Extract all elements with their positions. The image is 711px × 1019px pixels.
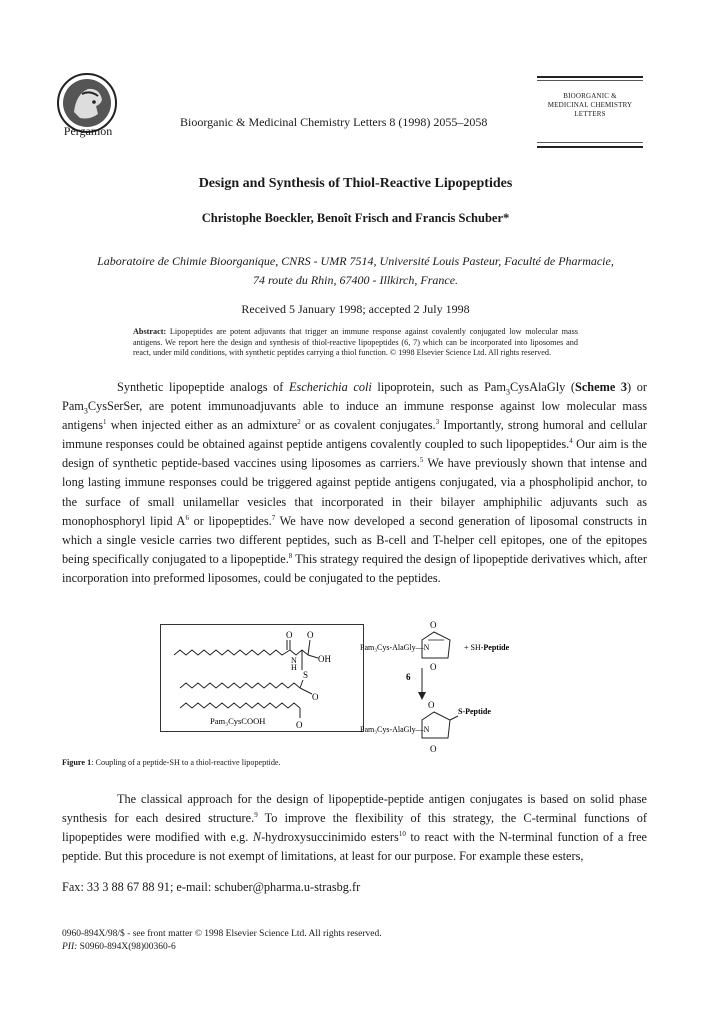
figure-reactant-label: Pam₃Cys-AlaGly—N (360, 643, 430, 652)
figure-compound-label: Pam₃CysCOOH (210, 716, 266, 726)
figure-atom-o: O (296, 720, 303, 730)
citation-ref: 7 (271, 513, 276, 522)
affiliation-line: 74 route du Rhin, 67400 - Illkirch, France. (252, 273, 459, 287)
fax-email: Fax: 33 3 88 67 88 91; e-mail: schuber@pharma.u-strasbg.fr (62, 880, 361, 894)
copyright-line: 0960-894X/98/$ - see front matter © 1998 Elsevier Science Ltd. All rights reserved. (62, 929, 382, 939)
scheme-reference: Scheme 3 (574, 380, 628, 394)
author-affiliation (40, 252, 671, 290)
citation-ref: 1 (102, 418, 107, 427)
citation-ref: 9 (254, 811, 258, 819)
figure-caption-label: Figure 1 (62, 758, 92, 767)
citation-ref: 3 (435, 418, 440, 427)
figure-atom-h: H (291, 663, 297, 672)
figure-caption-text: : Coupling of a peptide-SH to a thiol-reactive lipopeptide. (91, 758, 281, 767)
citation-ref: 10 (398, 830, 406, 839)
abstract (133, 327, 578, 359)
article-title: Design and Synthesis of Thiol-Reactive Lipopeptides (198, 176, 513, 191)
citation-ref: 5 (419, 456, 424, 465)
citation-ref: 2 (297, 418, 301, 427)
corresponding-author-contact (62, 880, 360, 895)
figure-group-oh: OH (318, 654, 331, 664)
journal-name-box (525, 92, 655, 119)
peptide-backbone (290, 650, 308, 655)
header-rule (537, 76, 643, 78)
lipid-chain-3 (180, 703, 300, 708)
journal-citation: Bioorganic & Medicinal Chemistry Letters 8 (1998) 2055–2058 (180, 115, 488, 129)
header-rule (537, 142, 643, 143)
species-name: Escherichia coli (289, 380, 372, 394)
figure-caption (62, 758, 281, 767)
lipid-chain-1 (174, 650, 290, 655)
figure-atom-n: N (291, 656, 297, 665)
article-authors: Christophe Boeckler, Benoît Frisch and Francis Schuber* (201, 211, 510, 225)
lipid-chain-2 (180, 683, 300, 688)
figure-atom-o: O (430, 620, 437, 630)
reaction-arrow-head (418, 692, 426, 700)
citation-ref: 8 (288, 551, 293, 560)
citation-ref: 4 (569, 437, 573, 446)
figure-atom-o: O (430, 744, 437, 754)
pii-line: PII: S0960-894X(98)00360-6 (62, 942, 176, 952)
figure-atom-o: O (286, 630, 293, 640)
publisher-name: Pergamon (63, 124, 113, 138)
abstract-label: Abstract: (133, 327, 167, 336)
affiliation-line: Laboratoire de Chimie Bioorganique, CNRS - UMR 7514, Université Louis Pasteur, Faculté de Pharmacie, (97, 254, 614, 268)
footer-copyright (62, 928, 382, 954)
body-paragraph: Synthetic lipopeptide analogs of Escherichia coli lipoprotein, such as Pam$_3$CysAlaGly (Scheme 3) or Pam$_3$CysSerSer, are potent immunoadjuvants able to induce an immune response against low molecular mass antigens$^1$ when injected either as an admixture$^2$ or as covalent conjugates.$^3$ Importantly, strong humoral and cellular immune responses could be obtained against peptide antigens covalently coupled to such lipopeptides.$^4$ Our aim is the design of synthetic peptide-based vaccines using liposomes as carriers.$^5$ We have previously shown that intense and long lasting immune responses could be triggered against peptide antigens conjugated, via a phospholipid anchor, to the surface of small unilamellar vesicles that incorporated in their bilayer amphiphilic adjuvants such as monophosphoryl lipid $A^6$ or lipopeptides.$^7$ We have now developed a second generation of liposomal constructs in which a single vesicle carries two different peptides, such as B-cell and T-helper cell epitopes, one of the epitopes being specifically conjugated to a lipopeptide.$^8$ This strategy required the design of lipopeptide derivatives which, after incorporation into preformed liposomes, could be conjugated to the peptides. (62, 380, 648, 585)
journal-box-line: BIOORGANIC & (563, 92, 617, 100)
figure-1-scheme (160, 610, 580, 780)
body-paragraph: The classical approach for the design of lipopeptide-peptide antigen conjugates is based on solid phase synthesis for each desired structure.$^9$ To improve the flexibility of this strategy, the C-terminal functions of lipopeptides were modified with e.g. N-hydroxysuccinimido esters$^{10}$ to react with the N-terminal function of a free peptide. But this procedure is not exempt of limitations, at least for our purpose. For example these esters, (62, 792, 648, 864)
citation-ref: 6 (185, 513, 189, 522)
header-rule (537, 146, 643, 148)
figure-atom-o: O (307, 630, 314, 640)
figure-atom-s: S (303, 670, 309, 680)
figure-atom-o: O (430, 662, 437, 672)
figure-plus-thiol: + SH-Peptide (464, 643, 510, 652)
abstract-text: Lipopeptides are potent adjuvants that trigger an immune response against covalently conjugated low molecular mass antigens. We report here the design and synthesis of thiol-reactive lipopeptides (6, 7) which can be incorporated into liposomes and react, under mild conditions, with synthetic peptides carrying a thiol function. © 1998 Elsevier Science Ltd. All rights reserved. (133, 327, 578, 357)
figure-product-label: Pam₃Cys-AlaGly—N (360, 725, 430, 734)
figure-s-peptide-label: S-Peptide (458, 707, 491, 716)
journal-box-line: MEDICINAL CHEMISTRY (547, 101, 633, 109)
header-rule (537, 80, 643, 81)
journal-box-line: LETTERS (574, 110, 606, 118)
received-dates: Received 5 January 1998; accepted 2 July 1998 (241, 302, 470, 316)
figure-atom-o: O (312, 692, 319, 702)
figure-atom-o: O (428, 700, 435, 710)
figure-compound-number: 6 (406, 672, 411, 682)
